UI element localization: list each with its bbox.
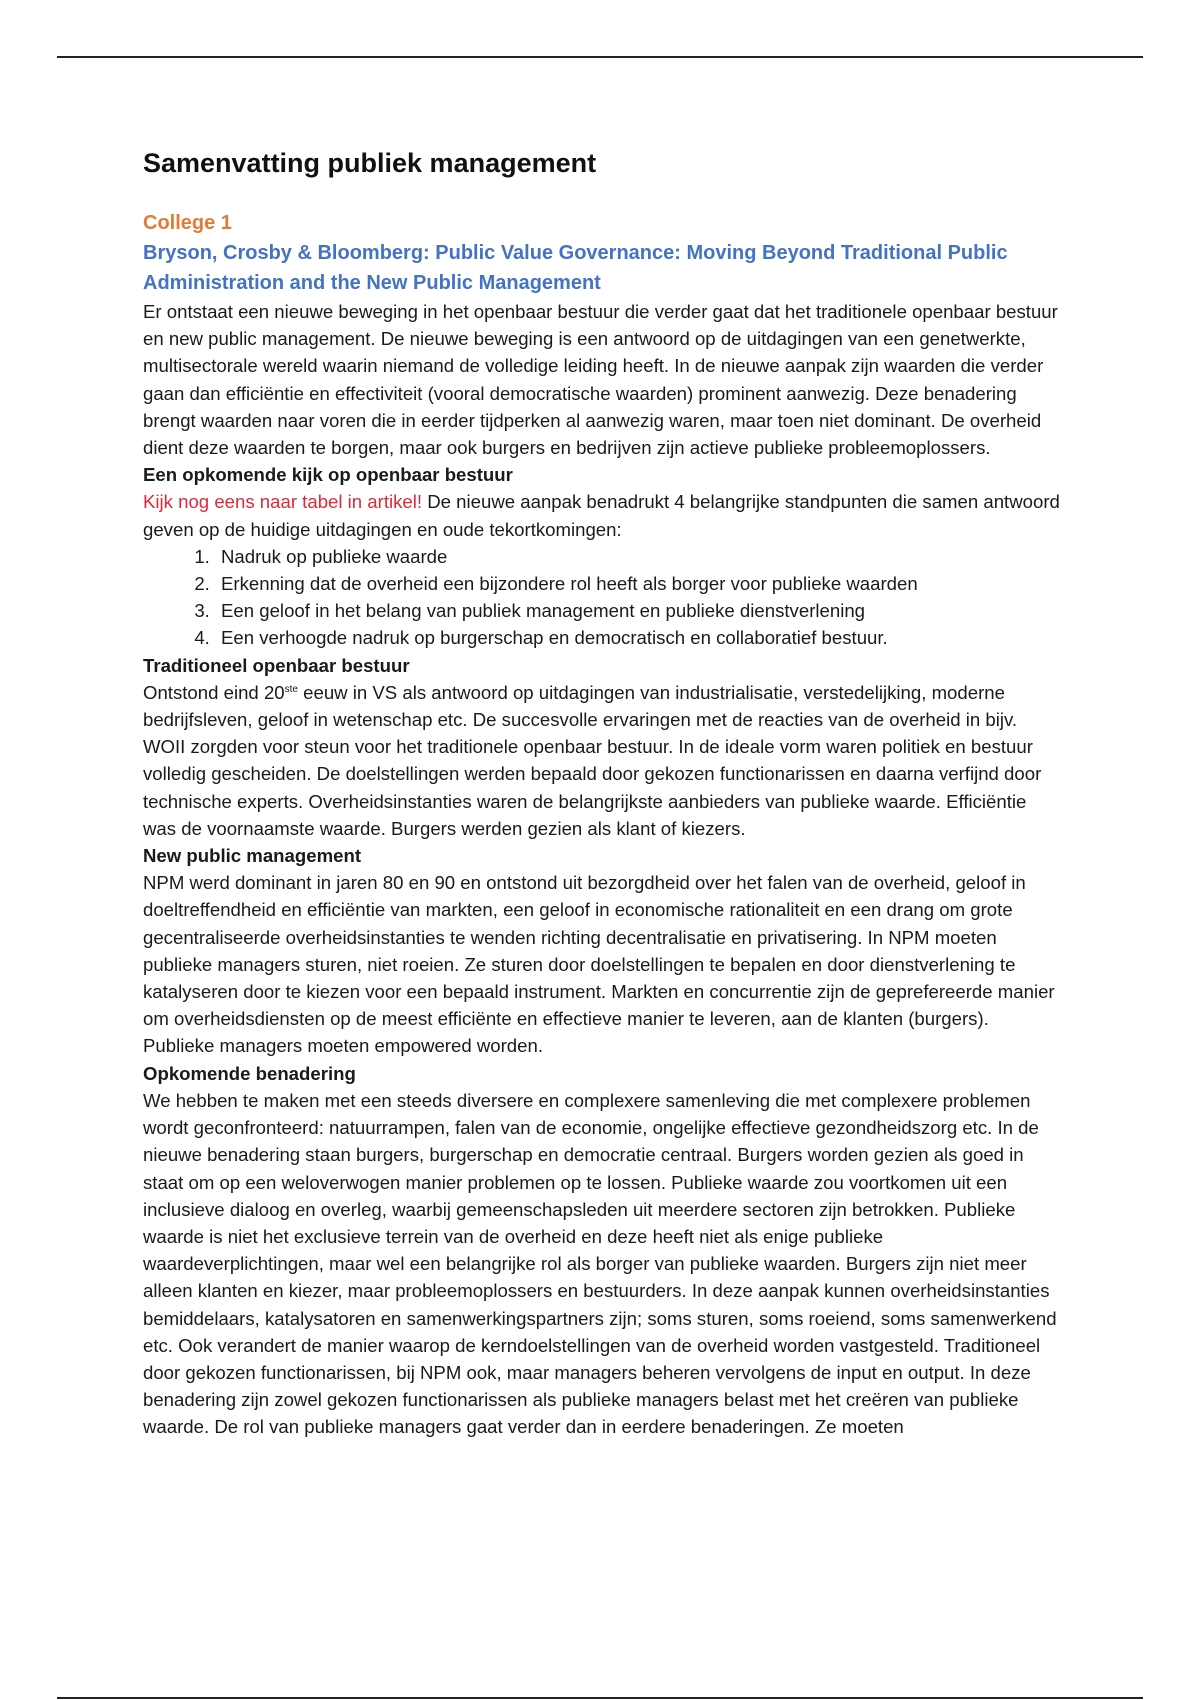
section-heading-traditioneel: Traditioneel openbaar bestuur: [143, 654, 410, 676]
header-rule: [57, 56, 1143, 58]
text-before-sup: Ontstond eind 20: [143, 681, 285, 703]
standpunten-list: [143, 543, 1063, 652]
text-after-sup: eeuw in VS als antwoord op uitdagingen van industrialisatie, verstedelijking, moderne bedrijfsleven, geloof in wetenschap etc. De succesvolle ervaringen met de reacties van de overheid in bijv. WOII zorgden voor steun voor het traditionele openbaar bestuur. In de ideale vorm waren politiek en bestuur volledig gescheiden. De doelstellingen werden bepaald door gekozen functionarissen en daarna verfijnd door technische experts. Overheidsinstanties waren de belangrijkste aanbieders van publieke waarde. Efficiëntie was de voornaamste waarde. Burgers werden gezien als klant of kiezers.: [143, 681, 1042, 839]
section-text: De nieuwe aanpak benadrukt 4 belangrijke standpunten die samen antwoord geven op de huidige uitdagingen en oude tekortkomingen:: [143, 491, 1060, 540]
footer-rule: [57, 1697, 1143, 1699]
section-heading-opkomende-kijk: Een opkomende kijk op openbaar bestuur: [143, 464, 513, 486]
article-title: Bryson, Crosby & Bloomberg: Public Value Governance: Moving Beyond Traditional Public Administration and the New Public Management: [143, 242, 1008, 294]
section-paragraph-opkomende-kijk: [143, 488, 1063, 542]
list-item: 3. Een geloof in het belang van publiek management en publieke dienstverlening: [215, 597, 1063, 624]
list-item: 1. Nadruk op publieke waarde: [215, 543, 1063, 570]
document-title: Samenvatting publiek management: [143, 148, 597, 178]
list-item: 4. Een verhoogde nadruk op burgerschap en democratisch en collaboratief bestuur.: [215, 624, 1063, 651]
list-item: 2. Erkenning dat de overheid een bijzondere rol heeft als borger voor publieke waarden: [215, 570, 1063, 597]
college-heading: College 1: [143, 212, 232, 234]
red-note: Kijk nog eens naar tabel in artikel!: [143, 491, 423, 513]
intro-paragraph: Er ontstaat een nieuwe beweging in het openbaar bestuur die verder gaat dat het traditionele openbaar bestuur en new public management. De nieuwe beweging is een antwoord op de uitdagingen van een genetwerkte, multisectorale wereld waarin niemand de volledige leiding heeft. In de nieuwe aanpak zijn waarden die verder gaan dan efficiëntie en effectiviteit (vooral democratische waarden) prominent aanwezig. Deze benadering brengt waarden naar voren die in eerder tijdperken al aanwezig waren, maar toen niet dominant. De overheid dient deze waarden te borgen, maar ook burgers en bedrijven zijn actieve publieke probleemoplossers.: [143, 301, 1058, 459]
section-paragraph-npm: NPM werd dominant in jaren 80 en 90 en ontstond uit bezorgdheid over het falen van de overheid, geloof in doeltreffendheid en efficiëntie van markten, een geloof in economische rationaliteit en een drang om grote gecentraliseerde overheidsinstanties te wenden richting decentralisatie en privatisering. In NPM moeten publieke managers sturen, niet roeien. Ze sturen door doelstellingen te bepalen en door dienstverlening te katalyseren door te kiezen voor een bepaald instrument. Markten en concurrentie zijn de geprefereerde manier om overheidsdiensten op de meest efficiënte en effectieve manier te leveren, aan de klanten (burgers). Publieke managers moeten empowered worden.: [143, 872, 1055, 1057]
section-paragraph-traditioneel: [143, 679, 1063, 842]
section-paragraph-opkomende-benadering: We hebben te maken met een steeds diversere en complexere samenleving die met complexere problemen wordt geconfronteerd: natuurrampen, falen van de economie, ongelijke effectieve gezondheidszorg etc. In de nieuwe benadering staan burgers, burgerschap en democratie centraal. Burgers worden gezien als goed in staat om op een weloverwogen manier problemen op te lossen. Publieke waarde zou voortkomen uit een inclusieve dialoog en overleg, waarbij gemeenschapsleden uit meerdere sectoren zijn betrokken. Publieke waarde is niet het exclusieve terrein van de overheid en deze heeft niet als enige publieke waardeverplichtingen, maar wel een belangrijke rol als borger van publieke waarden. Burgers zijn niet meer alleen klanten en kiezer, maar probleemoplossers en bestuurders. In deze aanpak kunnen overheidsinstanties bemiddelaars, katalysatoren en samenwerkingspartners zijn; soms sturen, soms roeiend, soms samenwerkend etc. Ook verandert de manier waarop de kerndoelstellingen van de overheid worden vastgesteld. Traditioneel door gekozen functionarissen, bij NPM ook, maar managers beheren vervolgens de input en output. In deze benadering zijn zowel gekozen functionarissen als publieke managers belast met het creëren van publieke waarde. De rol van publieke managers gaat verder dan in eerdere benaderingen. Ze moeten: [143, 1089, 1057, 1438]
section-heading-npm: New public management: [143, 845, 362, 867]
document-body: [143, 140, 1063, 1441]
superscript: ste: [284, 683, 298, 695]
section-heading-opkomende-benadering: Opkomende benadering: [143, 1062, 356, 1084]
